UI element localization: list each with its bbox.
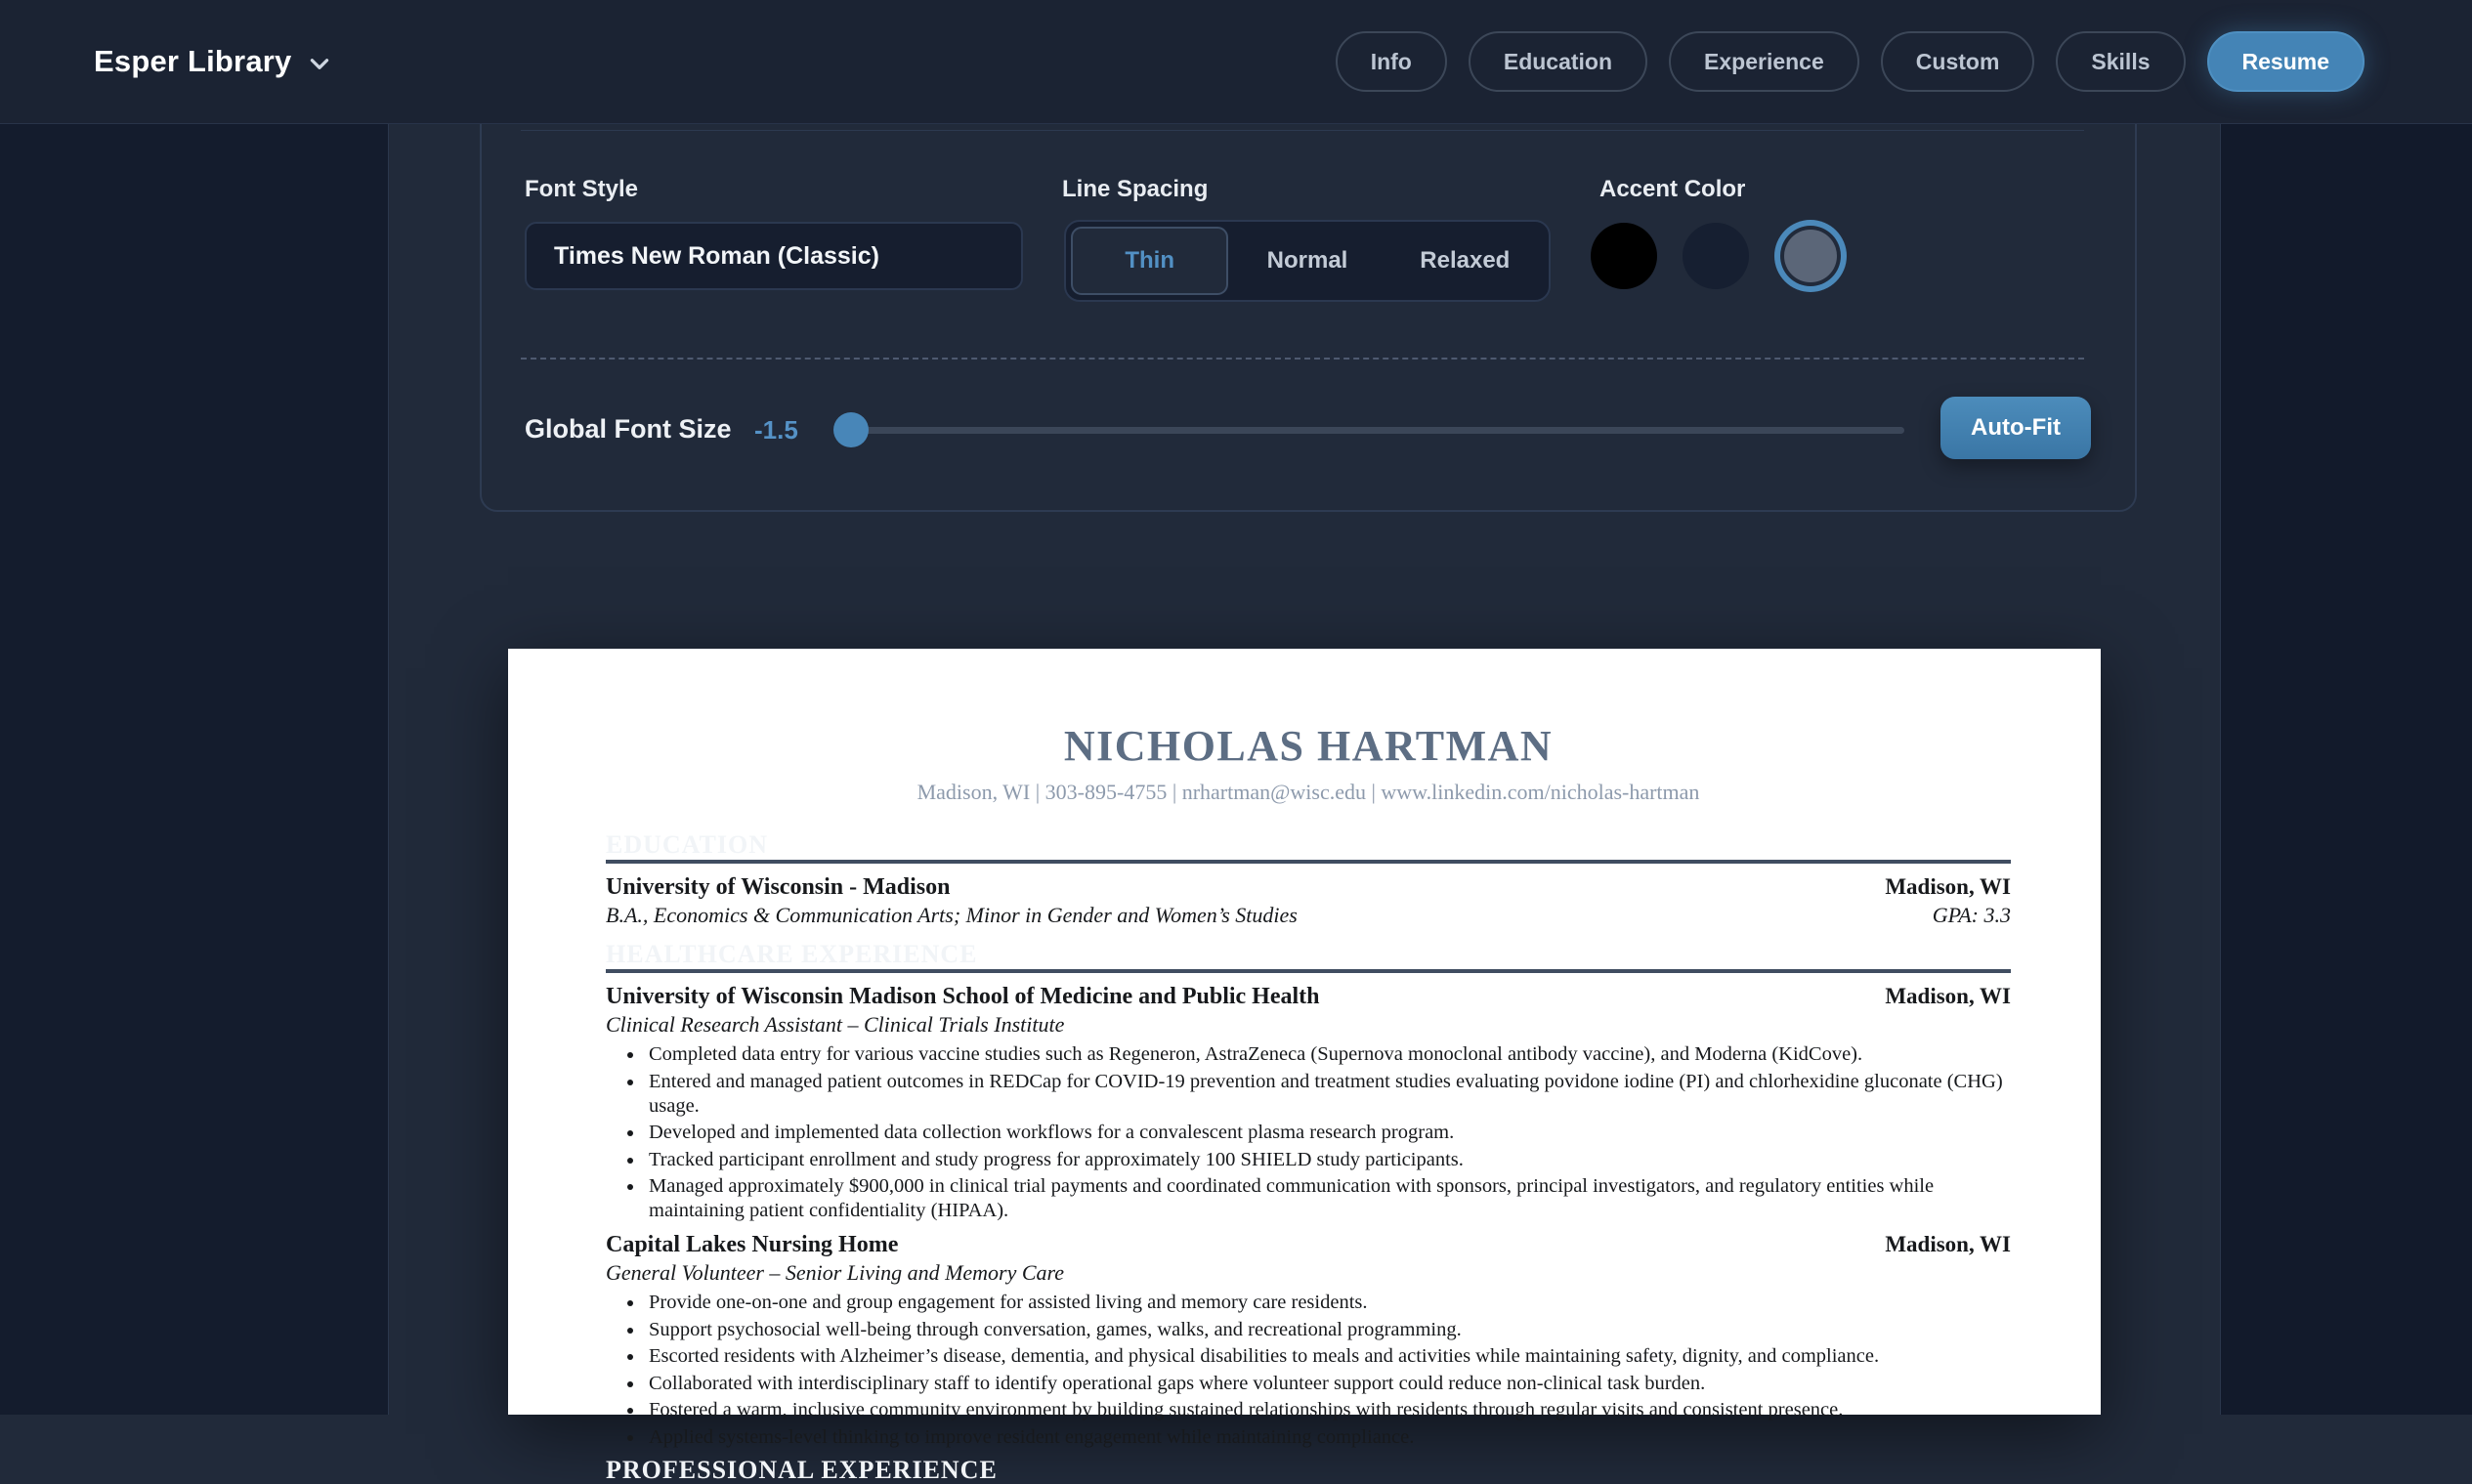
education-school: University of Wisconsin - Madison — [606, 874, 951, 901]
accent-color-swatches — [1591, 221, 1847, 291]
job2-bullet-list — [606, 1291, 2011, 1450]
job1-bullet: • Entered and managed patient outcomes in REDCap for COVID-19 prevention and treatment studies evaluating povidone iodine (PI) and chlorhexidine gluconate (CHG) usage. — [645, 1070, 2011, 1118]
tab-education[interactable]: Education — [1469, 31, 1647, 92]
top-navbar — [0, 0, 2472, 124]
global-font-size-value: -1.5 — [754, 415, 798, 445]
dashed-divider — [521, 358, 2084, 360]
font-style-value: Times New Roman (Classic) — [554, 241, 879, 270]
education-degree: B.A., Economics & Communication Arts; Minor in Gender and Women’s Studies — [606, 903, 1298, 928]
global-font-size-slider-track[interactable] — [837, 427, 1904, 434]
job1-location: Madison, WI — [1885, 983, 2011, 1008]
nav-tabs — [1336, 31, 2365, 92]
section-rule — [606, 860, 2011, 864]
line-spacing-option-normal[interactable]: Normal — [1266, 247, 1348, 274]
section-heading-education: EDUCATION — [606, 829, 768, 859]
line-spacing-option-relaxed[interactable]: Relaxed — [1420, 247, 1511, 274]
global-font-size-slider-thumb[interactable] — [833, 412, 869, 447]
job1-bullet: • Tracked participant enrollment and study progress for approximately 100 SHIELD study participants. — [645, 1148, 2011, 1172]
resume-name: NICHOLAS HARTMAN — [1063, 722, 1554, 770]
section-heading-professional: PROFESSIONAL EXPERIENCE — [606, 1455, 998, 1484]
section-heading-healthcare: HEALTHCARE EXPERIENCE — [606, 939, 978, 968]
tab-info[interactable]: Info — [1336, 31, 1447, 92]
accent-swatch-navy[interactable] — [1683, 223, 1749, 289]
job2-bullet: • Applied systems-level thinking to improve resident engagement while maintaining compliance. — [645, 1425, 2011, 1450]
job1-title: University of Wisconsin Madison School of Medicine and Public Health — [606, 983, 1320, 1009]
job2-bullet: • Collaborated with interdisciplinary staff to identify operational gaps where volunteer support could reduce non-clinical task burden. — [645, 1372, 2011, 1396]
global-font-size-label: Global Font Size — [525, 414, 732, 444]
accent-color-label: Accent Color — [1599, 176, 1746, 202]
brand-title: Esper Library — [94, 44, 292, 78]
auto-fit-button[interactable]: Auto-Fit — [1940, 397, 2091, 459]
tab-skills[interactable]: Skills — [2056, 31, 2185, 92]
tab-experience[interactable]: Experience — [1669, 31, 1859, 92]
job2-bullet: • Support psychosocial well-being through conversation, games, walks, and recreational programming. — [645, 1318, 2011, 1342]
job2-role: General Volunteer – Senior Living and Memory Care — [606, 1259, 1065, 1285]
accent-swatch-gray-selected[interactable] — [1784, 230, 1837, 282]
job2-bullet: • Provide one-on-one and group engagement for assisted living and memory care residents. — [645, 1291, 2011, 1315]
card-section-divider — [521, 130, 2084, 131]
tab-resume[interactable]: Resume — [2207, 31, 2365, 92]
education-gpa: GPA: 3.3 — [1932, 903, 2011, 928]
job2-location: Madison, WI — [1885, 1231, 2011, 1256]
font-style-label: Font Style — [525, 176, 639, 202]
font-style-select[interactable] — [525, 222, 1023, 290]
job1-bullet: • Managed approximately $900,000 in clinical trial payments and coordinated communication with sponsors, principal investigators, and regulatory entities while maintaining patient confidentiality (HIPAA). — [645, 1174, 2011, 1222]
left-side-panel — [0, 123, 389, 1415]
line-spacing-segmented-control — [1064, 220, 1551, 302]
section-rule — [606, 969, 2011, 973]
job1-bullet: • Completed data entry for various vaccine studies such as Regeneron, AstraZeneca (Supernova monoclonal antibody vaccine), and Moderna (KidCove). — [645, 1042, 2011, 1067]
line-spacing-label: Line Spacing — [1062, 176, 1209, 202]
job2-title: Capital Lakes Nursing Home — [606, 1231, 899, 1257]
job1-bullet-list — [606, 1042, 2011, 1222]
job2-bullet: • Escorted residents with Alzheimer’s disease, dementia, and physical disabilities to meals and activities while maintaining safety, dignity, and compliance. — [645, 1344, 2011, 1369]
chevron-down-icon — [307, 51, 332, 76]
job1-role: Clinical Research Assistant – Clinical Trials Institute — [606, 1011, 1065, 1037]
job1-bullet: • Developed and implemented data collection workflows for a convalescent plasma research program. — [645, 1121, 2011, 1145]
right-side-panel — [2220, 123, 2472, 1415]
accent-swatch-black[interactable] — [1591, 223, 1657, 289]
tab-custom[interactable]: Custom — [1881, 31, 2035, 92]
education-location: Madison, WI — [1885, 874, 2011, 900]
line-spacing-option-thin[interactable]: Thin — [1071, 227, 1228, 295]
job2-bullet: • Fostered a warm, inclusive community environment by building sustained relationships with residents through regular visits and consistent presence. — [645, 1398, 2011, 1422]
resume-contact-line: Madison, WI | 303-895-4755 | nrhartman@wisc.edu | www.linkedin.com/nicholas-hartman — [916, 780, 1700, 805]
brand-menu[interactable] — [94, 44, 332, 79]
resume-preview-page — [508, 649, 2101, 1484]
